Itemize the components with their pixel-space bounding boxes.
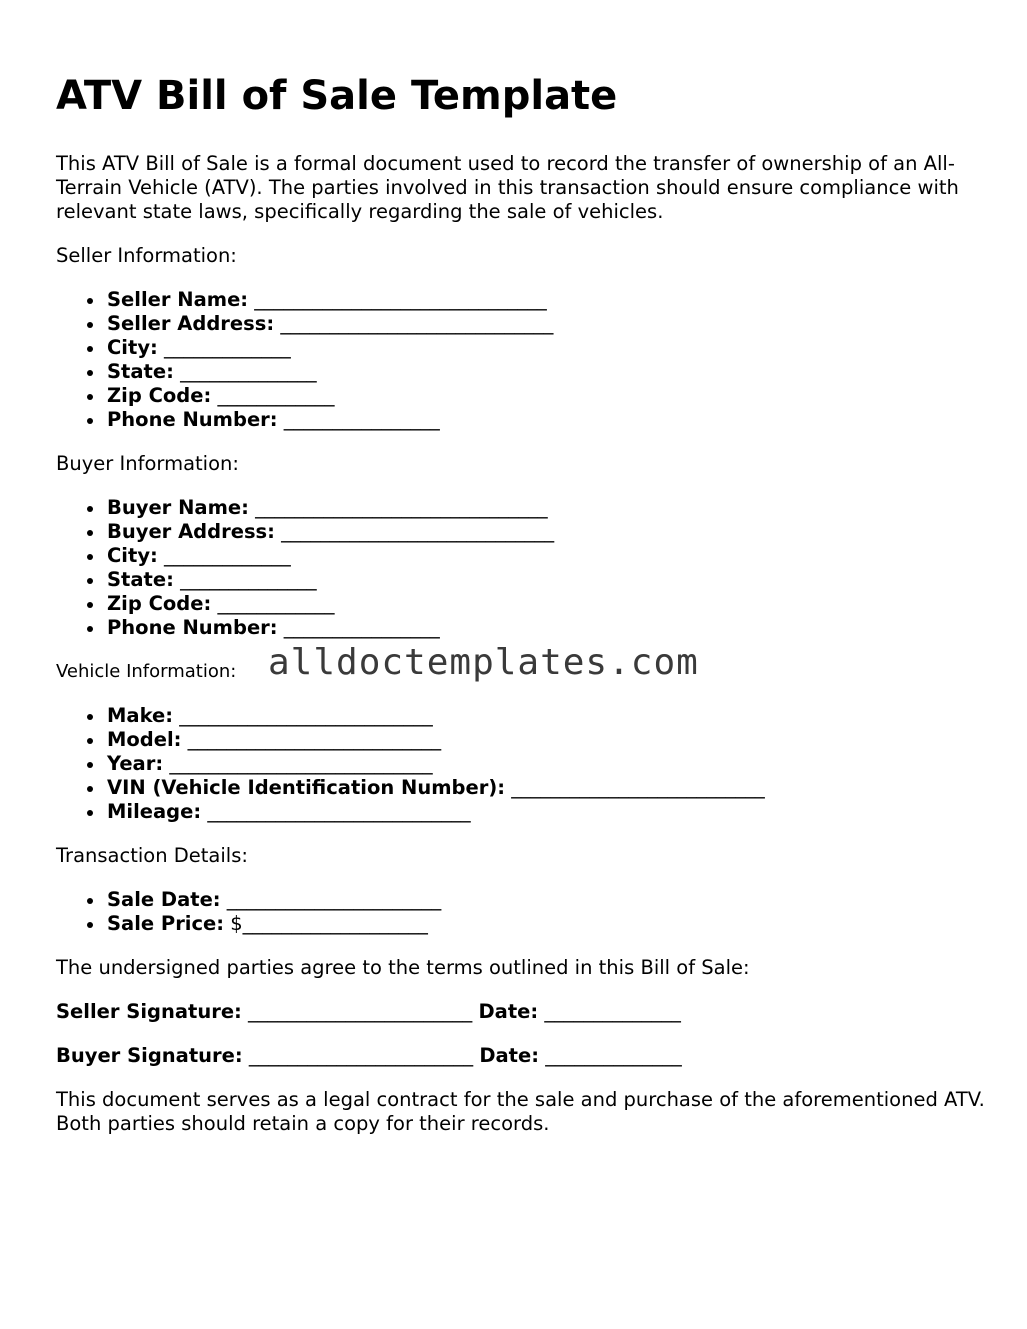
agreement-statement: The undersigned parties agree to the terms outlined in this Bill of Sale: <box>56 956 750 979</box>
buyer-city-field: City: _____________ <box>107 544 986 568</box>
seller-phone-field: Phone Number: ________________ <box>107 408 986 432</box>
transaction-section-heading: Transaction Details: <box>56 844 248 867</box>
buyer-date-label: Date: <box>479 1044 540 1067</box>
vehicle-fields-list <box>56 704 986 824</box>
page-title: ATV Bill of Sale Template <box>56 73 618 119</box>
seller-state-field: State: ______________ <box>107 360 986 384</box>
intro-paragraph: This ATV Bill of Sale is a formal document used to record the transfer of ownership of an All-Terrain Vehicle (ATV). The parties involved in this transaction should ensure compliance with relevant state laws, specifically regarding the sale of vehicles. <box>56 152 959 223</box>
seller-signature-line <box>56 1000 986 1024</box>
transaction-fields-list <box>56 888 986 936</box>
seller-section-heading: Seller Information: <box>56 244 237 267</box>
vehicle-vin-field: VIN (Vehicle Identification Number): __________________________ <box>107 776 986 800</box>
buyer-name-field: Buyer Name: ______________________________ <box>107 496 986 520</box>
vehicle-year-field: Year: ___________________________ <box>107 752 986 776</box>
seller-city-field: City: _____________ <box>107 336 986 360</box>
buyer-state-field: State: ______________ <box>107 568 986 592</box>
seller-zip-field: Zip Code: ____________ <box>107 384 986 408</box>
seller-signature-blank: _______________________ <box>241 1000 473 1023</box>
vehicle-heading-text: Vehicle Information: <box>56 661 237 682</box>
buyer-fields-list <box>56 496 986 640</box>
sale-date-field: Sale Date: ______________________ <box>107 888 986 912</box>
buyer-phone-field: Phone Number: ________________ <box>107 616 986 640</box>
buyer-signature-line <box>56 1044 986 1068</box>
seller-address-field: Seller Address: ____________________________ <box>107 312 986 336</box>
buyer-signature-label: Buyer Signature: <box>56 1044 243 1067</box>
seller-fields-list <box>56 288 986 432</box>
vehicle-make-field: Make: __________________________ <box>107 704 986 728</box>
buyer-date-blank: ______________ <box>539 1044 682 1067</box>
buyer-address-field: Buyer Address: ____________________________ <box>107 520 986 544</box>
vehicle-mileage-field: Mileage: ___________________________ <box>107 800 986 824</box>
closing-paragraph: This document serves as a legal contract for the sale and purchase of the aforementioned ATV. Both parties should retain a copy for their records. <box>56 1088 985 1135</box>
seller-date-label: Date: <box>478 1000 539 1023</box>
document-page <box>56 70 986 1136</box>
sale-price-field: Sale Price: $___________________ <box>107 912 986 936</box>
vehicle-section-heading <box>56 642 986 684</box>
buyer-section-heading: Buyer Information: <box>56 452 239 475</box>
watermark: alldoctemplates.com <box>268 642 699 683</box>
buyer-signature-blank: _______________________ <box>242 1044 474 1067</box>
buyer-zip-field: Zip Code: ____________ <box>107 592 986 616</box>
vehicle-model-field: Model: __________________________ <box>107 728 986 752</box>
seller-signature-label: Seller Signature: <box>56 1000 242 1023</box>
seller-name-field: Seller Name: ______________________________ <box>107 288 986 312</box>
seller-date-blank: ______________ <box>538 1000 681 1023</box>
